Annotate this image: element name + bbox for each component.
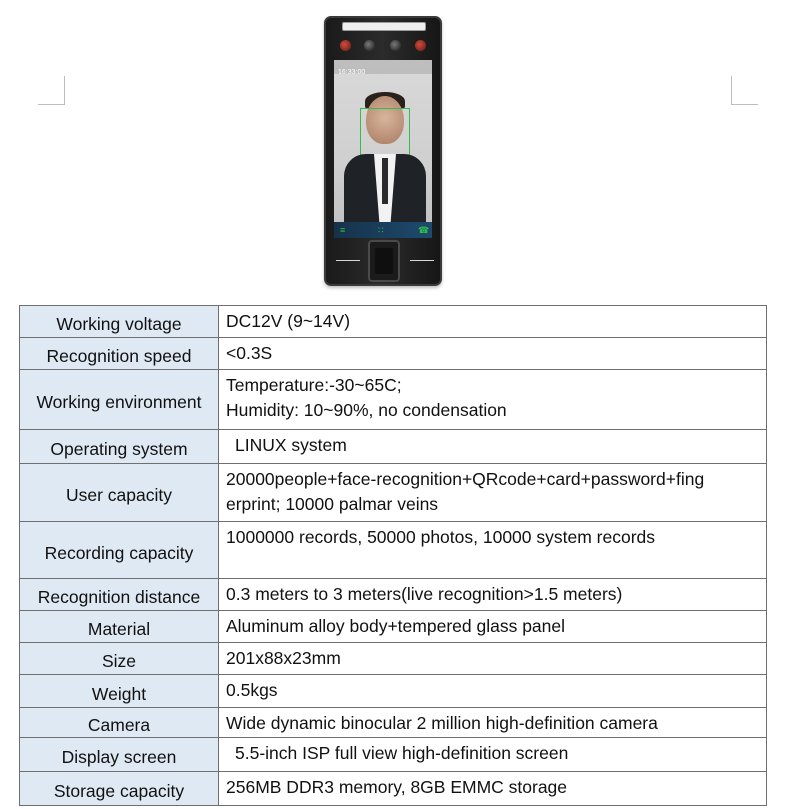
table-row — [20, 522, 767, 579]
spec-value: LINUX system — [219, 430, 767, 464]
spec-value: DC12V (9~14V) — [219, 306, 767, 338]
palm-vein-sensor — [368, 240, 400, 282]
spec-label: Display screen — [20, 738, 219, 772]
table-row — [20, 338, 767, 370]
table-row — [20, 611, 767, 643]
ir-led-left — [340, 40, 351, 51]
face-recognition-terminal-image — [324, 16, 442, 286]
spec-label: Recognition speed — [20, 338, 219, 370]
table-row — [20, 430, 767, 464]
table-row — [20, 708, 767, 738]
table-row — [20, 306, 767, 338]
keypad-icon: ∷ — [378, 225, 384, 235]
phone-icon: ☎ — [418, 225, 430, 235]
spec-label: Camera — [20, 708, 219, 738]
camera-lens-left — [364, 40, 375, 51]
spec-value: 0.3 meters to 3 meters(live recognition>1.5 meters) — [219, 579, 767, 611]
spec-value: 20000people+face-recognition+QRcode+card+password+fing erprint; 10000 palmar veins — [219, 464, 767, 522]
spec-value: 1000000 records, 50000 photos, 10000 system records — [219, 522, 767, 579]
spec-value: 256MB DDR3 memory, 8GB EMMC storage — [219, 772, 767, 806]
spec-value: 5.5-inch ISP full view high-definition screen — [219, 738, 767, 772]
camera-lens-right — [390, 40, 401, 51]
table-row — [20, 772, 767, 806]
table-row — [20, 464, 767, 522]
spec-value: 201x88x23mm — [219, 643, 767, 675]
indicator-line-right — [410, 260, 434, 261]
crop-mark-left — [38, 76, 65, 105]
spec-value: Wide dynamic binocular 2 million high-definition camera — [219, 708, 767, 738]
spec-label: Storage capacity — [20, 772, 219, 806]
device-screen — [334, 60, 432, 238]
indicator-line-left — [336, 260, 360, 261]
spec-label: Material — [20, 611, 219, 643]
spec-label: Working environment — [20, 370, 219, 430]
table-row — [20, 643, 767, 675]
spec-value: Temperature:-30~65C; Humidity: 10~90%, no condensation — [219, 370, 767, 430]
spec-value: 0.5kgs — [219, 675, 767, 708]
spec-label: Working voltage — [20, 306, 219, 338]
ir-led-right — [415, 40, 426, 51]
specifications-table — [19, 305, 767, 806]
table-row — [20, 370, 767, 430]
table-row — [20, 738, 767, 772]
spec-label: Recording capacity — [20, 522, 219, 579]
screen-clock: 16:33:00 — [338, 69, 366, 76]
spec-label: Weight — [20, 675, 219, 708]
crop-mark-right — [731, 76, 758, 105]
person-tie — [382, 158, 388, 204]
table-row — [20, 579, 767, 611]
spec-value: <0.3S — [219, 338, 767, 370]
spec-label: Size — [20, 643, 219, 675]
spec-value: Aluminum alloy body+tempered glass panel — [219, 611, 767, 643]
spec-label: User capacity — [20, 464, 219, 522]
spec-label: Recognition distance — [20, 579, 219, 611]
menu-icon: ≡ — [340, 225, 346, 235]
spec-label: Operating system — [20, 430, 219, 464]
ir-light-bar — [342, 22, 426, 31]
table-row — [20, 675, 767, 708]
